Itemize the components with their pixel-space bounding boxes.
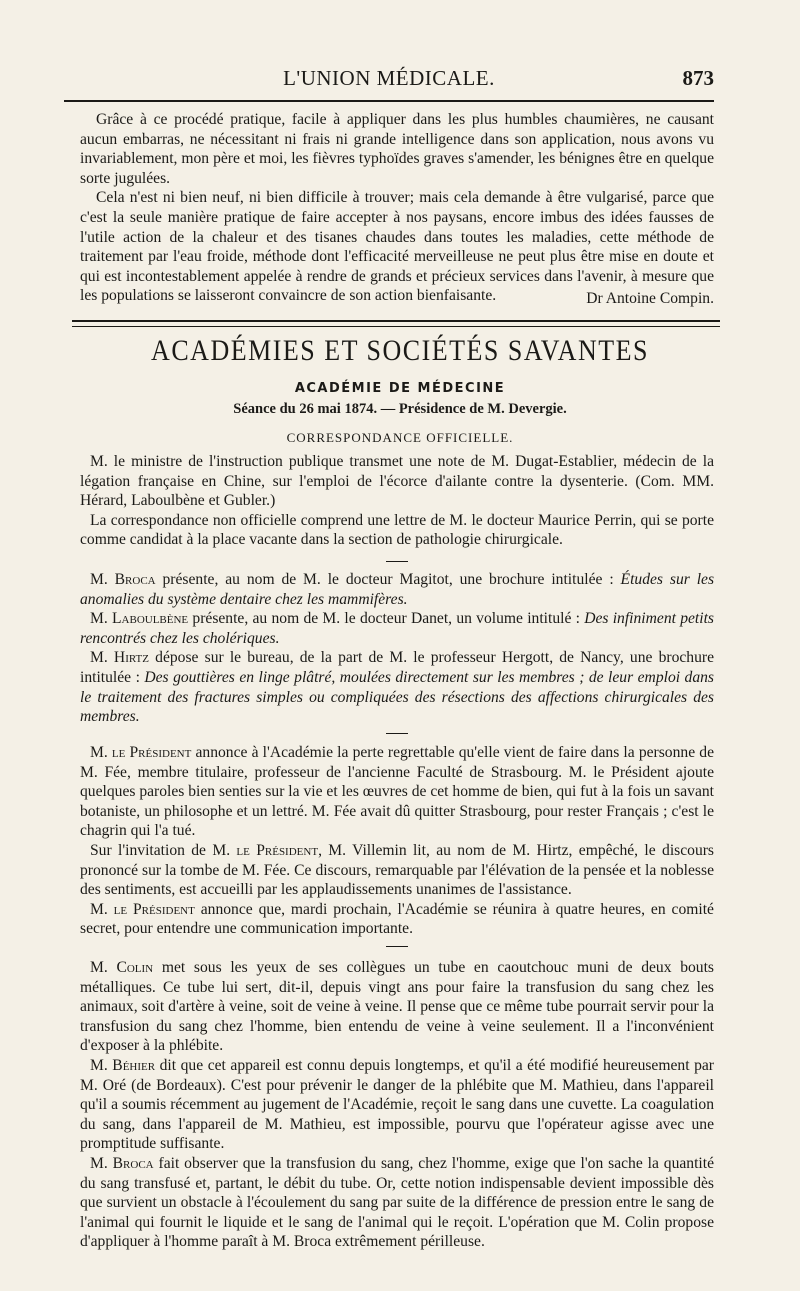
invitation-paragraph (80, 841, 714, 900)
laboulbene-paragraph (80, 609, 714, 648)
announcements-block (80, 743, 714, 939)
speaker-name: M. Laboulbène (90, 610, 189, 628)
running-title: L'UNION MÉDICALE. (283, 66, 495, 90)
page-number: 873 (682, 66, 714, 90)
broca-transfusion-paragraph (80, 1154, 714, 1252)
paragraph-text: fait observer que la transfusion du sang, chez l'homme, exige que l'on sache la quantité du sang transfusé et, partant, le débit du tube. Or, cette notion indispensable devient impossible dès que survient un obstacle à l'écoulement du sang par suite de la différence de pression entre le sang de l'animal qui fournit le liquide et le sang de l'animal qui le reçoit. L'opération que M. Colin propose d'appliquer à l'homme paraît à M. Broca extrêmement périlleuse. (80, 1154, 715, 1251)
academy-title: ACADÉMIE DE MÉDECINE (294, 381, 506, 396)
speaker-name: M. Béhier (90, 1056, 156, 1074)
paragraph-text: annonce que, mardi prochain, l'Académie se réunira à quatre heures, en comité secret, pour entendre une communication importante. (80, 900, 714, 938)
perrin-paragraph: La correspondance non officielle comprend une lettre de M. le docteur Maurice Perrin, qui se porte comme candidat à la place vacante dans la section de pathologie chirurgicale. (80, 511, 714, 549)
paragraph-text: Sur l'invitation de (90, 841, 213, 859)
correspondence-block (80, 452, 714, 550)
page-header (64, 66, 714, 96)
paragraph-text: annonce à l'Académie la perte regrettable qu'elle vient de faire dans la personne de M. Fée, membre titulaire, professeur de l'ancienne Faculté de Strasbourg. M. le Président ajoute quelques paroles bien senties sur la vie et les œuvres de cet homme de bien, qui fut à la fois un savant botaniste, un philosophe et un lettré. M. Fée avait dû quitter Strasbourg, pour rester Français ; c'est le chagrin qui l'a tué. (80, 744, 714, 840)
broca-paragraph (80, 570, 714, 609)
paragraph-text: présente, au nom de M. le docteur Magitot, une brochure intitulée : (155, 571, 621, 588)
secret-committee-paragraph (80, 900, 714, 939)
speaker-name: M. Colin (90, 959, 154, 976)
intro-paragraph-1: Grâce à ce procédé pratique, facile à appliquer dans les plus humbles chaumières, ne causant aucun embarras, ne nécessitant ni frais ni grande intelligence dans son application, nous avons vu invariablement, mon père et moi, les fièvres typhoïdes graves s'amender, les bénignes être en quelque sorte jugulées. (80, 111, 714, 187)
correspondence-heading: CORRESPONDANCE OFFICIELLE. (286, 430, 514, 445)
speaker-name: M. le Président (90, 744, 192, 761)
paragraph-text: dépose sur le bureau, de la part de M. le professeur Hergott, de Nancy, une brochure intitulée : (80, 649, 715, 686)
speaker-name: M. Broca (90, 571, 156, 588)
paragraph-text: présente, au nom de M. le docteur Danet, un volume intitulé : (188, 610, 585, 628)
book-title: Études sur les anomalies du système dentaire chez les mammifères. (80, 571, 715, 608)
speaker-name: M. Hirtz (90, 649, 149, 667)
section-title: ACADÉMIES ET SOCIÉTÉS SAVANTES (151, 333, 649, 368)
speaker-name: M. Broca (90, 1154, 154, 1172)
intro-paragraph-2: Cela n'est ni bien neuf, ni bien difficile à trouver; mais cela demande à être vulgarisé, parce que c'est la seule manière pratique de faire accepter à nos paysans, encore imbus des idées fausses de l'utile action de la chaleur et des tisanes chaudes dans toutes les maladies, cette méthode de traitement par l'eau froide, méthode dont l'efficacité merveilleuse ne peut plus être mise en doute et qui est incontestablement appelée à rendre de grands et précieux services dans l'avenir, à mesure que les populations se laisseront convaincre de son action bienfaisante. (80, 189, 714, 305)
fee-paragraph (80, 743, 714, 841)
presentations-block (80, 570, 714, 727)
paragraph-text: , M. Villemin lit, au nom de M. Hirtz, empêché, le discours prononcé sur la tombe de M. Fée. Ce discours, remarquable par l'élévation de la pensée et la noblesse des sentiments, est accueilli par les applaudissements unanimes de l'assistance. (80, 841, 714, 899)
book-title: Des infiniment petits rencontrés chez les cholériques. (80, 610, 714, 647)
behier-paragraph (80, 1056, 714, 1154)
intro-text (80, 110, 714, 306)
minister-paragraph: M. le ministre de l'instruction publique transmet une note de M. Dugat-Establier, médecin de la légation française en Chine, sur l'emploi de l'écorce d'ailante contre la dysenterie. (Com. MM. Hérard, Laboulbène et Gubler.) (80, 453, 714, 510)
separator-dash (386, 561, 408, 562)
book-title: Des gouttières en linge plâtré, moulées directement sur les membres ; de leur emploi dans le traitement des fractures simples ou compliquées des résections des affections chirurgicales des membres. (80, 668, 714, 726)
speaker-name: M. le Président (212, 841, 319, 859)
colin-paragraph (80, 958, 714, 1056)
separator-dash (386, 733, 408, 734)
paragraph-text: dit que cet appareil est connu depuis longtemps, et qu'il a été modifié heureusement par M. Oré (de Bordeaux). C'est pour prévenir le danger de la phlébite que M. Mathieu, dans l'appareil qu'il a soumis récemment au jugement de l'Académie, reçoit le sang dans une cuvette. La coagulation du sang, dans l'appareil de M. Mathieu, est impossible, pourvu que l'opérateur agisse avec une promptitude suffisante. (80, 1056, 714, 1153)
paragraph-text: met sous les yeux de ses collègues un tube en caoutchouc muni de deux bouts métalliques. Ce tube lui sert, dit-il, depuis vingt ans pour faire la transfusion du sang chez les animaux, soit d'artère à veine, soit de veine à veine. Il pense que ce même tube pourrait servir pour la transfusion du sang chez l'homme, bien entendu de veine à veine seulement. Il a l'inconvénient d'exposer à la phlébite. (80, 959, 714, 1055)
session-line: Séance du 26 mai 1874. — Présidence de M. Devergie. (233, 401, 567, 417)
speaker-name: M. le Président (90, 900, 195, 918)
hirtz-paragraph (80, 648, 714, 726)
section-divider (72, 320, 720, 327)
author-signature: Dr Antoine Compin. (586, 290, 714, 307)
separator-dash (386, 946, 408, 947)
header-rule (64, 100, 714, 102)
transfusion-block (80, 958, 714, 1252)
